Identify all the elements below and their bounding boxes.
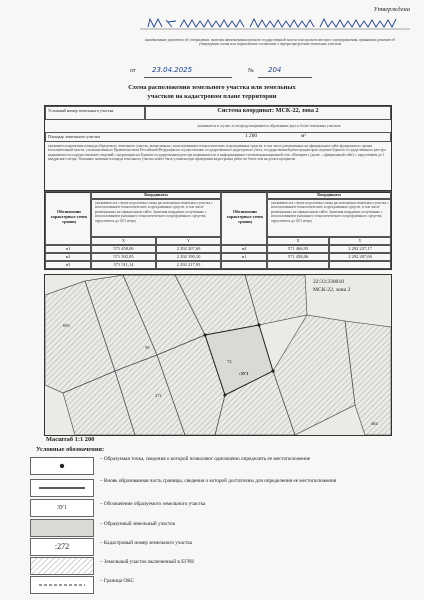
table-row-x: 571 511,14 [113,262,134,267]
approval-date-row [130,66,320,78]
map-scale: Масштаб 1:1 200 [46,436,95,443]
area-value: 1 200 [245,133,258,139]
point-symbol-icon [30,457,94,475]
legend-item [30,573,410,595]
map-coord-note: МСК-22, зона 2 [313,287,351,293]
cadastral-quarter: 22:33:330010 [313,279,345,285]
y-header-left: Y [186,238,191,243]
legend-text: – Кадастровый номер земельного участка [100,540,193,546]
cadastral-map [44,274,392,436]
x-header-right: X [296,238,300,243]
table-row-y: 2 292 237,17 [348,246,372,251]
table-row-x: 571 458,06 [113,246,134,251]
system-block [44,105,392,193]
table-row-y: 2 292 207,69 [176,246,201,251]
number-label: № [248,68,254,74]
legend-symbol-text: :272 [54,542,70,551]
table-row-point: н2 [65,254,71,259]
area-label: Площадь земельного участка [48,134,101,139]
table-row-y: 2 292 217,93 [176,262,201,267]
parcel-label: 59 [145,345,150,350]
parcel-designation-icon [30,499,94,517]
legend-symbol-text: ЗУ1 [56,505,68,511]
table-row-point: н1 [65,246,71,251]
legend-text: – Земельный участок включенный в ЕГРН [100,559,194,565]
document-title-line-1: Схема расположения земельного участка или земельных [128,84,296,91]
approval-date: 23.04.2025 [152,66,193,74]
coordinate-system-title: Система координат: МСК-22, зона 2 [217,107,319,114]
y-header-right: Y [358,238,362,243]
legend-title: Условные обозначения: [36,446,105,453]
table-row-y: 2 292 207,69 [348,254,372,259]
legend-text: – Образуемая точка, сведения о которой позволяют однозначно определить ее местоположение [100,456,311,462]
table-row-point: н1 [241,254,247,259]
legend-item [30,496,410,518]
table-row-x: 571 466,93 [287,246,309,251]
approval-block [140,6,410,47]
approval-word: Утверждена [373,6,410,13]
document-title-line-2: участков на кадастровом плане территории [147,93,277,100]
approval-number: 204 [268,66,282,74]
parcel-label: 693 [63,323,70,328]
area-unit: м² [301,133,307,139]
legend-item [30,476,410,498]
from-label: от [130,68,136,74]
table-row-y: 2 292 190,10 [176,254,201,259]
legend-item [30,454,410,476]
coordinates-desc-left: указываются в случае подготовки схемы расположения земельного участка с использованием технологических и программных средств, в том числе размещенных на официальном сайте. Значения координат, полученные с использованием указанного технологического и программного средства, округляются до 0,01 метра [95,201,213,223]
coordinates-table [44,190,392,270]
coordinates-header-right: Координаты [317,192,341,197]
conditional-number-label: Условный номер земельного участка [48,108,114,113]
table-row-x: 571 502,95 [113,254,134,259]
approval-fine-print: наименование документа об утверждении, включая наименования органов государственной власти или органов местного самоуправления, принявших решение об утверждении схемы или подписавших соглашение о перераспределении земельных участков [144,38,396,47]
table-row-point: н3 [65,262,71,267]
area-notes: указывается проектная площадь образуемого земельного участка, вычисленная с использованием технологических и программных средств, в том числе размещенных на официальном сайте федерального органа исполнительной власти, уполномоченного Правительством Российской Федерации на осуществление государственного кадастрового учета, государственной регистрации прав, ведение Единого государственного реестра недвижимости и предоставление сведений, содержащихся в Едином государственном реестре недвижимости, в информационно-телекоммуникационной сети «Интернет» (далее – официальный сайт), с округлением до 1 квадратного метра. Указанное значение площади земельного участка может быть уточнено при проведении кадастровых работ не более чем на десять процентов [48,144,386,162]
parcel-label: 271 [155,393,162,398]
subtitle-note: указывается в случае, если предусматривается образование двух и более земельных участков [197,124,341,128]
designation-header-right: Обозначение характерных точек границ [226,209,264,224]
legend-text: – Обозначение образуемого земельного участка [100,501,206,507]
table-row-point: н4 [241,246,247,251]
formed-parcel-label: :ЗУ1 [239,371,249,376]
boundary-line-icon [30,479,94,497]
designation-header-left: Обозначение характерных точек границ [50,209,88,224]
legend-text: – Вновь образованная часть границы, сведения о которой достаточны для определения ее местоположения [100,478,337,484]
handwritten-signature [140,16,410,30]
x-header-left: X [121,238,126,243]
legend-text: – Граница ОКС [100,578,134,584]
coordinates-header-left: Координаты [144,192,168,197]
legend-text: – Образуемый земельный участок [100,521,176,527]
parcel-label: 72 [227,359,232,364]
building-boundary-icon [30,576,94,594]
coordinates-desc-right: указываются в случае подготовки схемы расположения земельного участка с использованием технологических и программных средств, в том числе размещенных на официальном сайте. Значения координат, полученные с использованием указанного технологического и программного средства, округляются до 0,01 метра [271,201,389,223]
table-row-x: 571 458,06 [287,254,309,259]
parcel-label: 464 [371,421,378,426]
